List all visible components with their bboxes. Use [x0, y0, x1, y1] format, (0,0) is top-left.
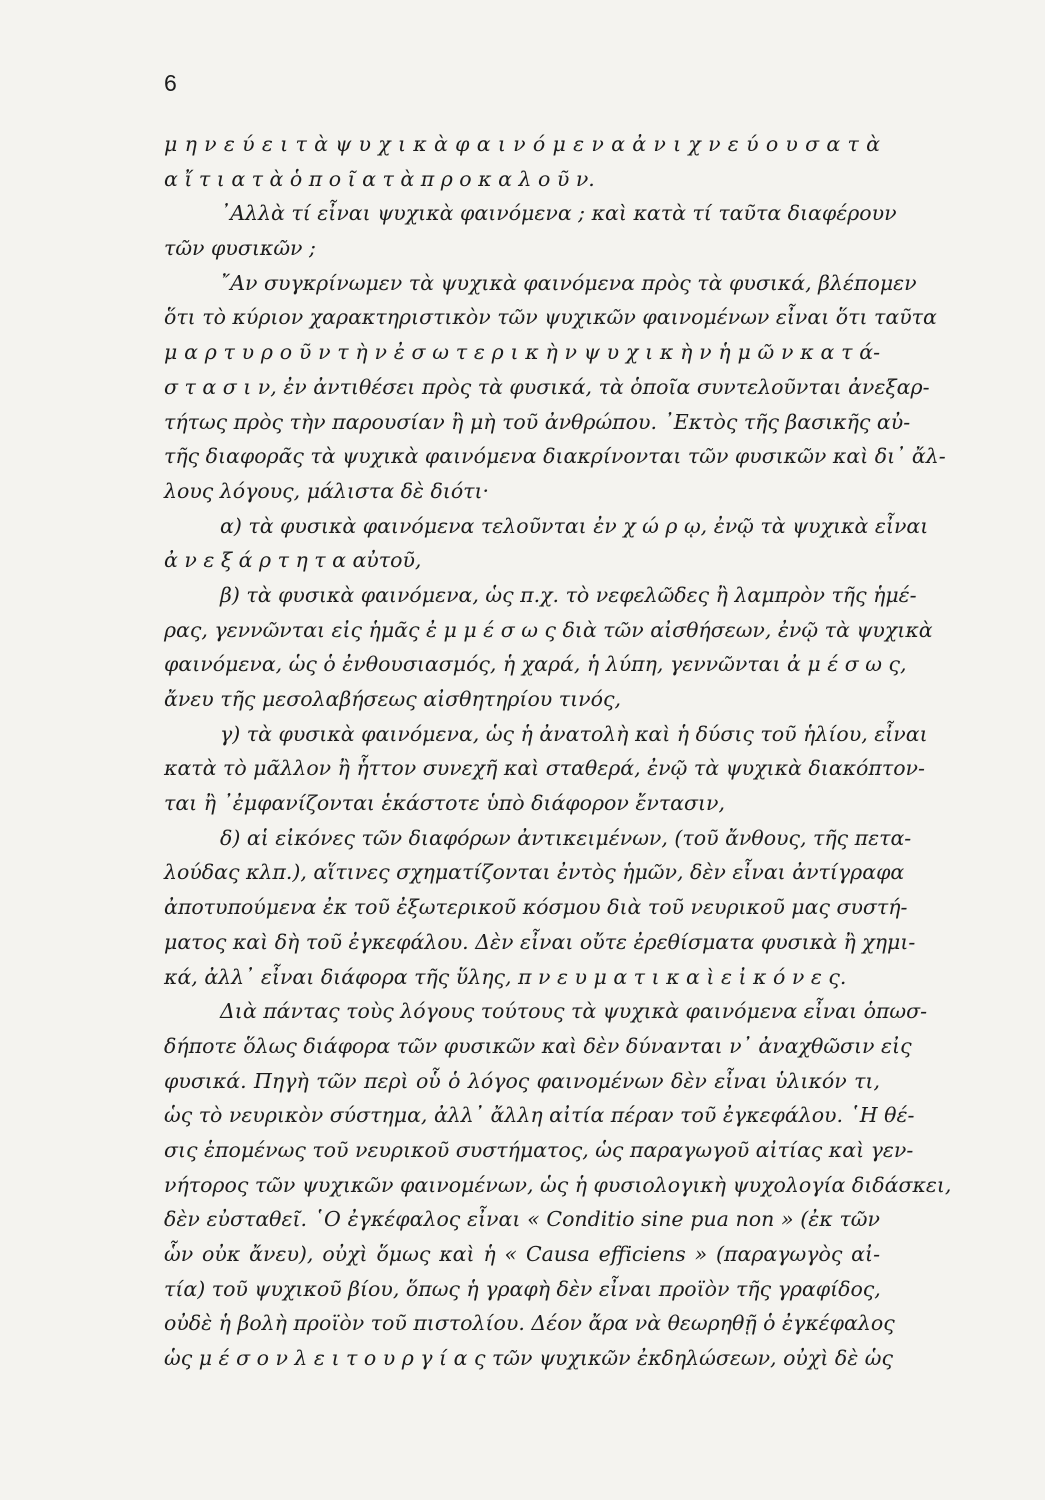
paragraph-start-line: ῎Αν συγκρίνωμεν τὰ ψυχικὰ φαινόμενα πρὸς τὰ φυσικά, βλέπομεν: [220, 270, 917, 295]
text-line: τήτως πρὸς τὴν παρουσίαν ἢ μὴ τοῦ ἀνθρώπου. ᾿Εκτὸς τῆς βασικῆς αὐ-: [164, 409, 911, 434]
text-line: κατὰ τὸ μᾶλλον ἢ ἧττον συνεχῆ καὶ σταθερά, ἐνῷ τὰ ψυχικὰ διακόπτον-: [164, 756, 925, 781]
text-line: φαινόμενα, ὡς ὁ ἐνθουσιασμός, ἡ χαρά, ἡ λύπη, γεννῶνται ἀ μ έ σ ω ς,: [164, 652, 907, 677]
text-line: ρας, γεννῶνται εἰς ἡμᾶς ἐ μ μ έ σ ω ς διὰ τῶν αἰσθήσεων, ἐνῷ τὰ ψυχικὰ: [164, 617, 933, 642]
list-item-d: δ) αἱ εἰκόνες τῶν διαφόρων ἀντικειμένων, (τοῦ ἄνθους, τῆς πετα-: [220, 825, 912, 850]
text-line: δήποτε ὅλως διάφορα τῶν φυσικῶν καὶ δὲν δύνανται ν᾿ ἀναχθῶσιν εἰς: [164, 1033, 912, 1058]
text-line: α ἴ τ ι α τ ὰ ὁ π ο ῖ α τ ὰ π ρ ο κ α λ ο ῦ ν.: [164, 166, 595, 191]
text-line: λούδας κλπ.), αἵτινες σχηματίζονται ἐντὸς ἡμῶν, δὲν εἶναι ἀντίγραφα: [164, 860, 905, 885]
text-line: δὲν εὐσταθεῖ. ῾Ο ἐγκέφαλος εἶναι « Conditio sine pua non » (ἐκ τῶν: [164, 1207, 880, 1232]
text-line: οὐδὲ ἡ βολὴ προϊὸν τοῦ πιστολίου. Δέον ἄρα νὰ θεωρηθῇ ὁ ἐγκέφαλος: [164, 1311, 895, 1336]
text-line: κά, ἀλλ᾿ εἶναι διάφορα τῆς ὕλης, π ν ε υ μ α τ ι κ α ὶ ε ἰ κ ό ν ε ς.: [164, 964, 847, 989]
text-line: λους λόγους, μάλιστα δὲ διότι·: [164, 478, 490, 503]
text-line: τῆς διαφορᾶς τὰ ψυχικὰ φαινόμενα διακρίνονται τῶν φυσικῶν καὶ δι᾿ ἄλ-: [164, 444, 946, 469]
paragraph-start-line: Διὰ πάντας τοὺς λόγους τούτους τὰ ψυχικὰ φαινόμενα εἶναι ὁπωσ-: [220, 999, 928, 1024]
text-line: νήτορος τῶν ψυχικῶν φαινομένων, ὡς ἡ φυσιολογικὴ ψυχολογία διδάσκει,: [164, 1172, 952, 1197]
text-line: ὅτι τὸ κύριον χαρακτηριστικὸν τῶν ψυχικῶν φαινομένων εἶναι ὅτι ταῦτα: [164, 305, 937, 330]
list-item-b: β) τὰ φυσικὰ φαινόμενα, ὡς π.χ. τὸ νεφελῶδες ἢ λαμπρὸν τῆς ἡμέ-: [220, 582, 917, 607]
text-line: μ α ρ τ υ ρ ο ῦ ν τ ὴ ν ἐ σ ω τ ε ρ ι κ ὴ ν ψ υ χ ι κ ὴ ν ἡ μ ῶ ν κ α τ ά-: [164, 340, 880, 365]
list-item-a: α) τὰ φυσικὰ φαινόμενα τελοῦνται ἐν χ ώ ρ ῳ, ἐνῷ τὰ ψυχικὰ εἶναι: [220, 513, 929, 538]
paragraph-start-line: ᾿Αλλὰ τί εἶναι ψυχικὰ φαινόμενα ; καὶ κατὰ τί ταῦτα διαφέρουν: [220, 201, 897, 226]
text-line: σ τ α σ ι ν, ἐν ἀντιθέσει πρὸς τὰ φυσικά, τὰ ὁποῖα συντελοῦνται ἀνεξαρ-: [164, 374, 930, 399]
body-text: [164, 127, 952, 1376]
text-line: ται ἢ ᾿ἐμφανίζονται ἑκάστοτε ὑπὸ διάφορον ἔντασιν,: [164, 791, 726, 816]
text-line: ἀ ν ε ξ ά ρ τ η τ α αὐτοῦ,: [164, 548, 422, 573]
text-line: τία) τοῦ ψυχικοῦ βίου, ὅπως ἡ γραφὴ δὲν εἶναι προϊὸν τῆς γραφίδος,: [164, 1276, 881, 1301]
list-item-c: γ) τὰ φυσικὰ φαινόμενα, ὡς ἡ ἀνατολὴ καὶ ἡ δύσις τοῦ ἡλίου, εἶναι: [220, 721, 928, 746]
text-line: ὡς τὸ νευρικὸν σύστημα, ἀλλ᾿ ἄλλη αἰτία πέραν τοῦ ἐγκεφάλου. ῾Η θέ-: [164, 1103, 915, 1128]
text-line: ὡς μ έ σ ο ν λ ε ι τ ο υ ρ γ ί α ς τῶν ψυχικῶν ἐκδηλώσεων, οὐχὶ δὲ ὡς: [164, 1346, 893, 1371]
text-line: ἄνευ τῆς μεσολαβήσεως αἰσθητηρίου τινός,: [164, 687, 621, 711]
text-line: φυσικά. Πηγὴ τῶν περὶ οὗ ὁ λόγος φαινομένων δὲν εἶναι ὑλικόν τι,: [164, 1068, 880, 1093]
text-line: ματος καὶ δὴ τοῦ ἐγκεφάλου. Δὲν εἶναι οὔτε ἐρεθίσματα φυσικὰ ἢ χημι-: [164, 929, 916, 954]
text-line: ἀποτυπούμενα ἐκ τοῦ ἐξωτερικοῦ κόσμου διὰ τοῦ νευρικοῦ μας συστή-: [164, 895, 908, 920]
text-line: ὧν οὐκ ἄνευ), οὐχὶ ὅμως καὶ ἡ « Causa efficiens » (παραγωγὸς αἰ-: [164, 1242, 880, 1266]
text-line: σις ἑπομένως τοῦ νευρικοῦ συστήματος, ὡς παραγωγοῦ αἰτίας καὶ γεν-: [164, 1137, 914, 1162]
text-line: τῶν φυσικῶν ;: [164, 236, 316, 261]
page-number: 6: [164, 70, 177, 96]
text-line: μ η ν ε ύ ε ι τ ὰ ψ υ χ ι κ ὰ φ α ι ν ό μ ε ν α ἀ ν ι χ ν ε ύ ο υ σ α τ ὰ: [164, 132, 880, 156]
